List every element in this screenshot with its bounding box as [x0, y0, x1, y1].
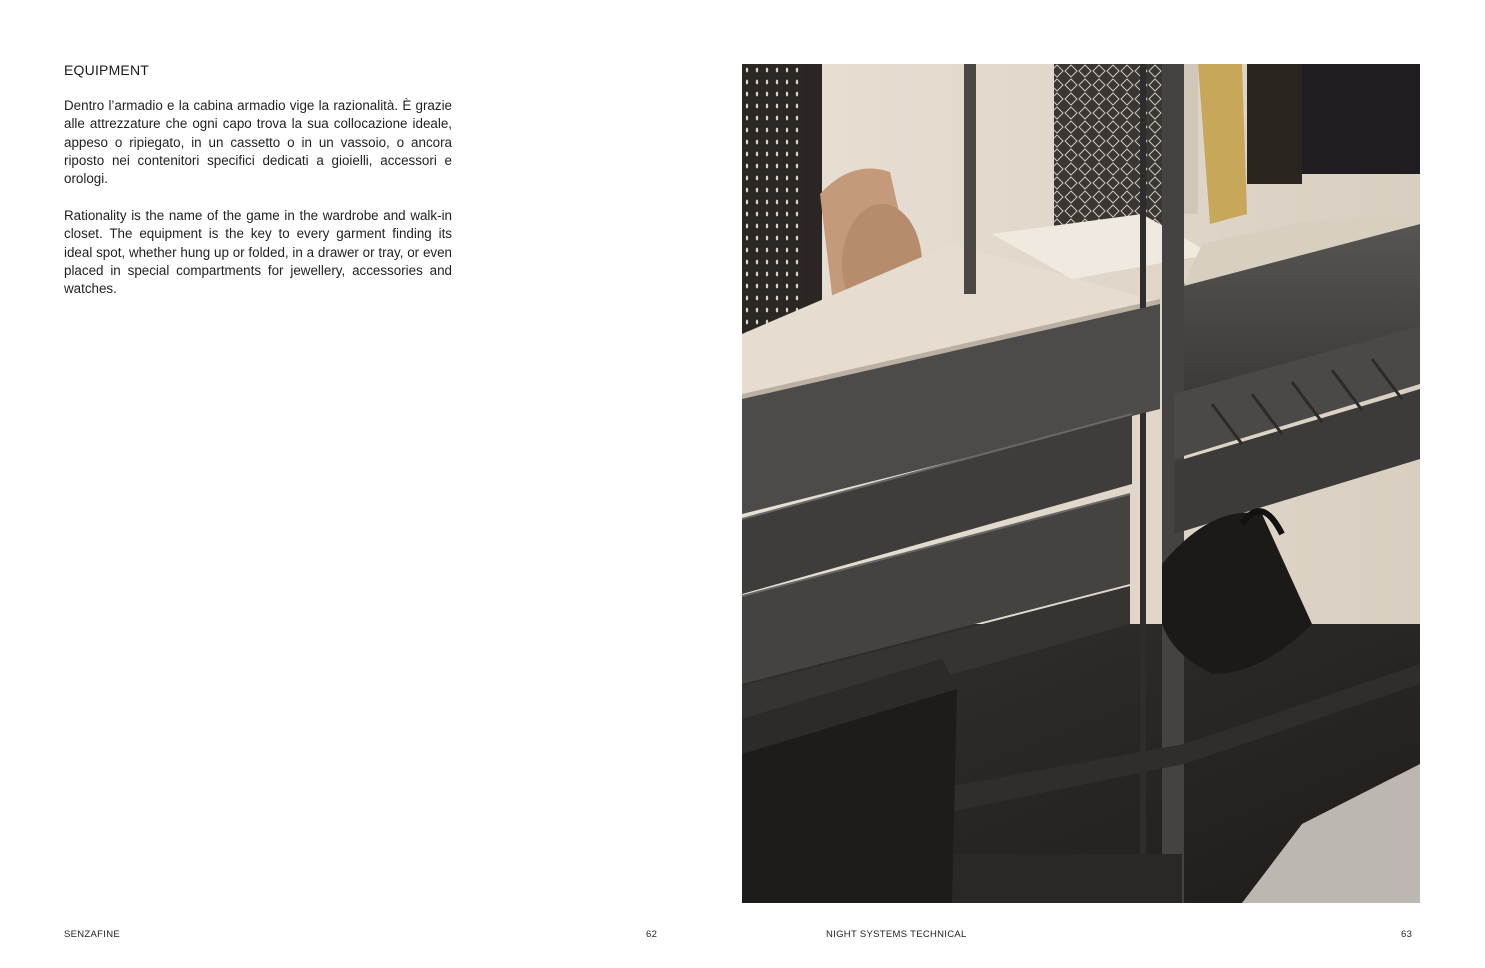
- section-heading: EQUIPMENT: [64, 62, 150, 78]
- paragraph-english: Rationality is the name of the game in the wardrobe and walk-in closet. The equipment is the key to every garment finding its ideal spot, whether hung up or folded, in a drawer or tray, or even placed in special compartments for jewellery, accessories and watches.: [64, 208, 452, 297]
- wardrobe-equipment-photo: [742, 64, 1420, 903]
- footer-brand: SENZAFINE: [64, 929, 121, 940]
- right-page: [742, 0, 1485, 968]
- page-number-right: 63: [1401, 929, 1413, 940]
- footer-section: NIGHT SYSTEMS TECHNICAL: [826, 929, 967, 940]
- page-number-left: 62: [646, 929, 658, 940]
- left-page: [0, 0, 742, 968]
- paragraph-italian: Dentro l’armadio e la cabina armadio vige la razionalità. È grazie alle attrezzature che ogni capo trova la sua collocazione ideale, appeso o ripiegato, in un cassetto o in un vassoio, o ancora riposto nei contenitori specifici dedicati a gioielli, accessori e orologi.: [64, 98, 452, 187]
